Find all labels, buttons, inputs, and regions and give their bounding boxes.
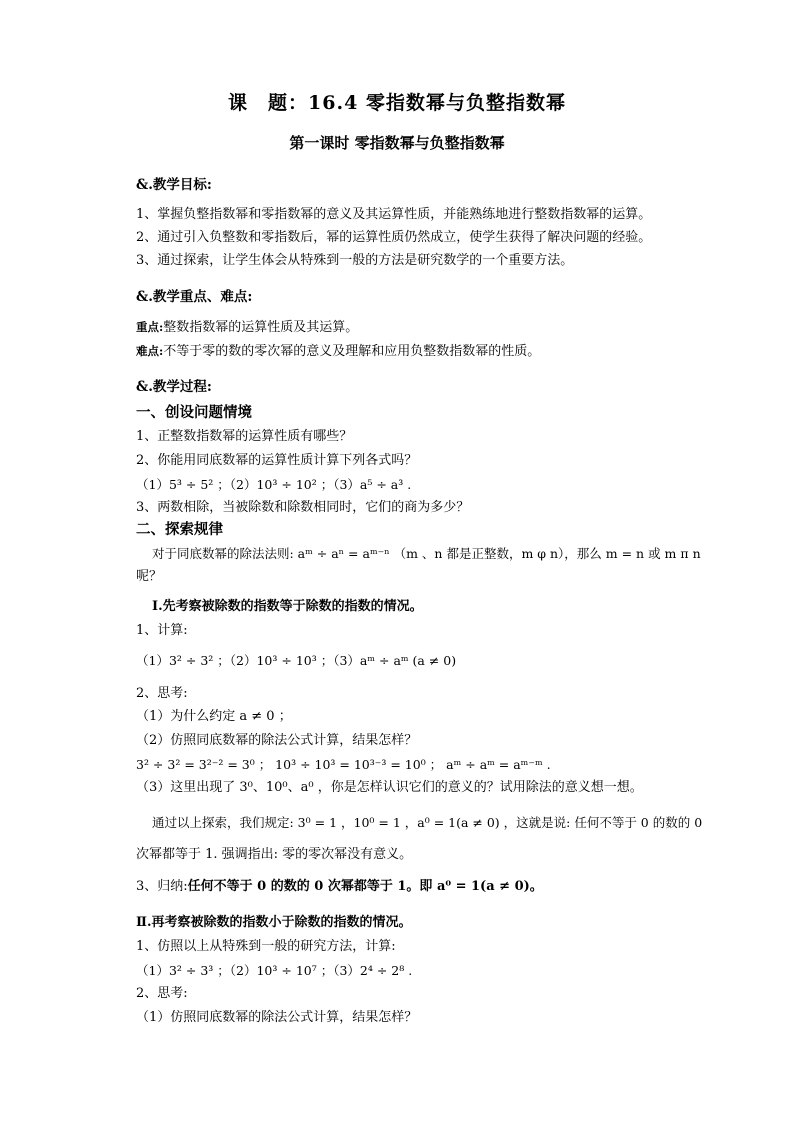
difficult-point-line: [136, 342, 540, 361]
summary-line: [136, 878, 543, 896]
keypoints-heading: &.教学重点、难点:: [136, 289, 253, 305]
key-point-text: 整数指数幂的运算性质及其运算。: [163, 320, 359, 335]
objective-item-3: 3、通过探索，让学生体会从特殊到一般的方法是研究数学的一个重要方法。: [136, 253, 574, 268]
objectives-heading: &.教学目标:: [136, 177, 212, 193]
sub2-think-1: （1）仿照同底数幂的除法公式计算，结果怎样？: [136, 1010, 418, 1025]
zero-exponent-definition-1: 通过以上探索，我们规定: 3⁰ = 1 ，10⁰ = 1 ，a⁰ = 1(a ≠ 0) ，这就是说: 任何不等于 0 的数的 0: [152, 815, 703, 830]
difficult-point-text: 不等于零的数的零次幂的意义及理解和应用负整数指数幂的性质。: [163, 344, 541, 359]
part1-question-2: 2、你能用同底数幂的运算性质计算下列各式吗？: [136, 453, 418, 468]
part1-question-3: 3、两数相除，当被除数和除数相同时，它们的商为多少？: [136, 500, 470, 515]
sub1-think-label: 2、思考:: [136, 686, 188, 701]
page-subtitle: 第一课时 零指数幂与负整指数幂: [289, 134, 505, 152]
page-title: 课 题：16.4 零指数幂与负整指数幂: [228, 92, 566, 114]
sub1-think-3: （3）这里出现了 3⁰、10⁰、a⁰ ，你是怎样认识它们的意义的？试用除法的意义想一想。: [136, 780, 643, 795]
part1-heading: 一、创设问题情境: [136, 404, 252, 421]
sub1-heading: Ⅰ.先考察被除数的指数等于除数的指数的情况。: [152, 599, 423, 614]
process-heading: &.教学过程:: [136, 379, 212, 395]
division-rule-line-1: 对于同底数幂的除法法则: aᵐ ÷ aⁿ = aᵐ⁻ⁿ （m 、n 都是正整数，m φ n），那么 m = n 或 m π n: [152, 546, 701, 561]
part2-heading: 二、探索规律: [136, 521, 223, 538]
sub1-think-2: （2）仿照同底数幂的除法公式计算，结果怎样？: [136, 733, 418, 748]
part1-question-1: 1、正整数指数幂的运算性质有哪些？: [136, 429, 353, 444]
sub2-think-label: 2、思考:: [136, 986, 188, 1001]
division-rule-line-2: 呢？: [136, 569, 163, 584]
key-point-label: 重点:: [136, 320, 164, 334]
difficult-point-label: 难点:: [136, 344, 164, 358]
part1-expressions: （1）5³ ÷ 5² ；（2）10³ ÷ 10² ；（3）a⁵ ÷ a³ .: [136, 477, 412, 492]
summary-text: 任何不等于 0 的数的 0 次幂都等于 1。即 a⁰ = 1(a ≠ 0)。: [187, 879, 543, 894]
key-point-line: [136, 318, 358, 337]
sub1-calc-label: 1、计算:: [136, 623, 188, 638]
sub2-calc-expressions: （1）3² ÷ 3³ ；（2）10³ ÷ 10⁷ ；（3）2⁴ ÷ 2⁸ .: [136, 963, 413, 978]
sub1-calc-expressions: （1）3² ÷ 3² ；（2）10³ ÷ 10³ ；（3）aᵐ ÷ aᵐ (a ≠ 0): [136, 653, 457, 668]
sub2-calc-label: 1、仿照以上从特殊到一般的研究方法，计算:: [136, 939, 396, 954]
sub1-think-1: （1）为什么约定 a ≠ 0 ；: [136, 709, 292, 724]
summary-label: 3、归纳:: [136, 879, 188, 894]
sub2-heading: Ⅱ.再考察被除数的指数小于除数的指数的情况。: [136, 915, 412, 930]
sub1-think-formula: 3² ÷ 3² = 3²⁻² = 3⁰ ； 10³ ÷ 10³ = 10³⁻³ = 10⁰ ； aᵐ ÷ aᵐ = aᵐ⁻ᵐ .: [136, 757, 551, 772]
objective-item-2: 2、通过引入负整数和零指数后，幂的运算性质仍然成立，使学生获得了解决问题的经验。: [136, 230, 652, 245]
objective-item-1: 1、掌握负整指数幂和零指数幂的意义及其运算性质，并能熟练地进行整数指数幂的运算。: [136, 207, 652, 222]
zero-exponent-definition-2: 次幂都等于 1. 强调指出: 零的零次幂没有意义。: [136, 847, 413, 862]
